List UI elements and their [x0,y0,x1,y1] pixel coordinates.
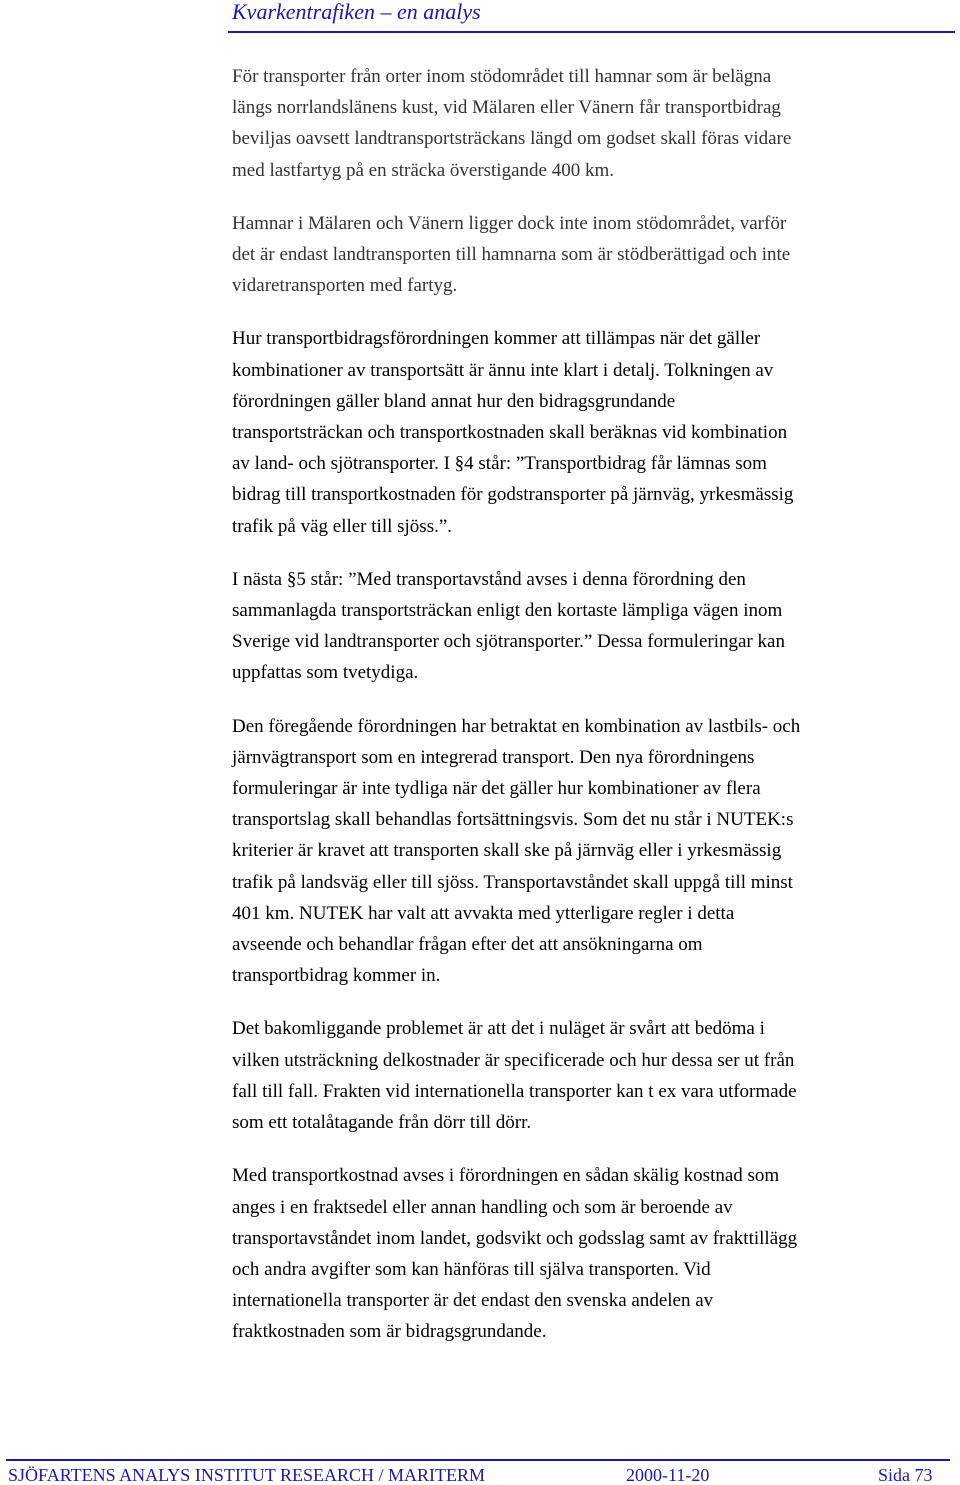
paragraph-line: Med transportkostnad avses i förordningen en sådan skälig kostnad som [232,1165,780,1187]
paragraph-5 [232,711,902,992]
footer-organization: SJÖFARTENS ANALYS INSTITUT RESEARCH / MARITERM [8,1465,485,1485]
paragraph-line: transportslag skall behandlas fortsättningsvis. Som det nu står i NUTEK:s [232,809,794,831]
paragraph-line: kombinationer av transportsätt är ännu inte klart i detalj. Tolkningen av [232,359,774,381]
running-header-title: Kvarkentrafiken – en analys [232,0,481,24]
paragraph-line: med lastfartyg på en sträcka överstigande 400 km. [232,159,614,181]
paragraph-line: Hur transportbidragsförordningen kommer att tillämpas när det gäller [232,328,761,350]
paragraph-line: Hamnar i Mälaren och Vänern ligger dock inte inom stödområdet, varför [232,212,787,234]
paragraph-line: järnvägtransport som en integrerad transport. Den nya förordningens [232,746,755,768]
paragraph-line: längs norrlandslänens kust, vid Mälaren eller Vänern får transportbidrag [232,97,781,119]
paragraph-line: fall till fall. Frakten vid internationella transporter kan t ex vara utformade [232,1080,797,1102]
paragraph-line: uppfattas som tvetydiga. [232,662,419,684]
paragraph-line: beviljas oavsett landtransportsträckans längd om godset skall föras vidare [232,128,792,150]
document-body [232,61,902,1370]
paragraph-line: Den föregående förordningen har betraktat en kombination av lastbils- och [232,715,801,737]
paragraph-line: Sverige vid landtransporter och sjötransporter.” Dessa formuleringar kan [232,631,785,653]
paragraph-line: trafik på väg eller till sjöss.”. [232,515,453,537]
paragraph-line: förordningen gäller bland annat hur den bidragsgrundande [232,390,676,412]
header-rule [228,31,955,33]
paragraph-4 [232,564,902,689]
paragraph-line: avseende och behandlar frågan efter det att ansökningarna om [232,934,703,956]
paragraph-line: För transporter från orter inom stödområdet till hamnar som är belägna [232,66,772,87]
paragraph-line: kriterier är kravet att transporten skall ske på järnväg eller i yrkesmässig [232,840,782,862]
paragraph-line: anges i en fraktsedel eller annan handling och som är beroende av [232,1196,733,1218]
paragraph-line: och andra avgifter som kan hänföras till själva transporten. Vid [232,1258,711,1280]
paragraph-line: trafik på landsväg eller till sjöss. Transportavståndet skall uppgå till minst [232,871,793,893]
paragraph-line: vidaretransporten med fartyg. [232,275,458,297]
paragraph-line: I nästa §5 står: ”Med transportavstånd avses i denna förordning den [232,568,746,590]
paragraph-line: som ett totalåtagande från dörr till dörr. [232,1112,532,1134]
paragraph-line: transportbidrag kommer in. [232,965,441,987]
paragraph-7 [232,1160,902,1347]
footer-date: 2000-11-20 [626,1465,710,1485]
paragraph-line: bidrag till transportkostnaden för godstransporter på järnväg, yrkesmässig [232,484,794,506]
paragraph-6 [232,1013,902,1138]
paragraph-line: sammanlagda transportsträckan enligt den kortaste lämpliga vägen inom [232,600,783,622]
paragraph-line: internationella transporter är det endast den svenska andelen av [232,1290,714,1312]
footer-rule [6,1459,950,1461]
paragraph-1 [232,61,902,186]
paragraph-2 [232,208,902,302]
paragraph-line: transportavståndet inom landet, godsvikt och godsslag samt av frakttillägg [232,1227,798,1249]
paragraph-line: transportsträckan och transportkostnaden skall beräknas vid kombination [232,422,788,444]
paragraph-line: fraktkostnaden som är bidragsgrundande. [232,1321,547,1343]
paragraph-line: av land- och sjötransporter. I §4 står: ”Transportbidrag får lämnas som [232,453,767,475]
footer-page-number: Sida 73 [878,1465,933,1485]
paragraph-line: formuleringar är inte tydliga när det gäller hur kombinationer av flera [232,778,761,800]
paragraph-3 [232,323,902,541]
paragraph-line: Det bakomliggande problemet är att det i nuläget är svårt att bedöma i [232,1018,765,1040]
paragraph-line: vilken utsträckning delkostnader är specificerade och hur dessa ser ut från [232,1049,795,1071]
paragraph-line: det är endast landtransporten till hamnarna som är stödberättigad och inte [232,244,791,266]
paragraph-line: 401 km. NUTEK har valt att avvakta med ytterligare regler i detta [232,902,735,924]
